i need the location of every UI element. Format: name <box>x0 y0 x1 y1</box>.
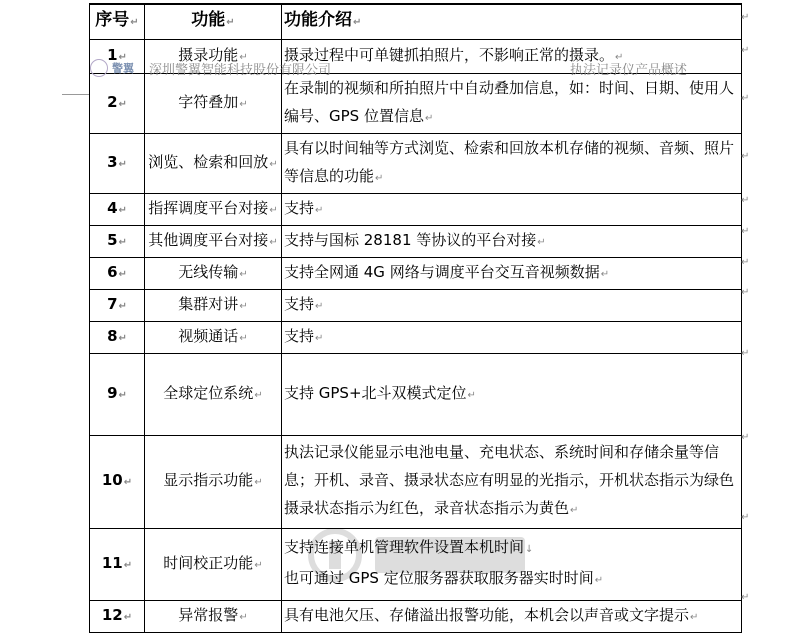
row-no: 11↵ <box>90 528 145 600</box>
table-row <box>90 321 742 353</box>
row-no: 10↵ <box>90 435 145 528</box>
row-end-mark: ↵ <box>741 287 750 298</box>
row-end-mark: ↵ <box>741 592 750 603</box>
table-row <box>90 289 742 321</box>
row-end-mark: ↵ <box>741 348 750 359</box>
row-function: 无线传输↵ <box>145 257 282 289</box>
row-end-mark: ↵ <box>741 45 750 56</box>
row-no: 2↵ <box>90 73 145 133</box>
row-description: 具有以时间轴等方式浏览、检索和回放本机存储的视频、音频、照片等信息的功能↵ <box>282 133 742 193</box>
row-function: 浏览、检索和回放↵ <box>145 133 282 193</box>
row-description: 支持↵ <box>282 289 742 321</box>
row-description: 摄录过程中可单键抓拍照片，不影响正常的摄录。↵ <box>282 39 742 73</box>
row-end-mark: ↵ <box>741 151 750 162</box>
header-function: 功能↵ <box>145 4 282 39</box>
logo-text: 警翼 <box>112 62 134 75</box>
row-end-mark: ↵ <box>741 12 750 23</box>
company-name: 深圳警翼智能科技股份有限公司 <box>149 63 332 78</box>
table-row <box>90 133 742 193</box>
row-end-mark: ↵ <box>741 226 750 237</box>
row-end-mark: ↵ <box>741 512 750 523</box>
row-description: 支持与国标 28181 等协议的平台对接↵ <box>282 225 742 257</box>
row-no: 9↵ <box>90 353 145 435</box>
table-row <box>90 600 742 632</box>
row-end-mark: ↵ <box>741 257 750 268</box>
row-function: 时间校正功能↵ <box>145 528 282 600</box>
row-function: 视频通话↵ <box>145 321 282 353</box>
row-function: 全球定位系统↵ <box>145 353 282 435</box>
row-function: 摄录功能↵ <box>145 39 282 73</box>
row-no: 4↵ <box>90 193 145 225</box>
row-function: 字符叠加↵ <box>145 73 282 133</box>
table-row <box>90 353 742 435</box>
row-description: 支持连接单机管理软件设置本机时间↓ 也可通过 GPS 定位服务器获取服务器实时时间↵ <box>282 528 742 600</box>
row-description: 支持↵ <box>282 193 742 225</box>
table-row <box>90 225 742 257</box>
row-no: 3↵ <box>90 133 145 193</box>
table-row <box>90 528 742 600</box>
document-title: 执法记录仪产品概述 <box>570 63 688 78</box>
table-header-row <box>90 4 742 39</box>
header-no: 序号↵ <box>90 4 145 39</box>
row-no: 7↵ <box>90 289 145 321</box>
row-description: 支持↵ <box>282 321 742 353</box>
row-function: 集群对讲↵ <box>145 289 282 321</box>
table-row <box>90 193 742 225</box>
table-row <box>90 39 742 73</box>
row-function: 异常报警↵ <box>145 600 282 632</box>
row-function: 显示指示功能↵ <box>145 435 282 528</box>
header-rule <box>62 94 90 95</box>
row-function: 其他调度平台对接↵ <box>145 225 282 257</box>
row-no: 1↵ <box>90 39 145 73</box>
table-row <box>90 73 742 133</box>
row-no: 12↵ <box>90 600 145 632</box>
row-description: 执法记录仪能显示电池电量、充电状态、系统时间和存储余量等信息；开机、录音、摄录状态应有明显的光指示，开机状态指示为绿色摄录状态指示为红色，录音状态指示为黄色↵ <box>282 435 742 528</box>
row-description: 具有电池欠压、存储溢出报警功能，本机会以声音或文字提示↵ <box>282 600 742 632</box>
row-no: 6↵ <box>90 257 145 289</box>
row-description: 在录制的视频和所拍照片中自动叠加信息，如：时间、日期、使用人编号、GPS 位置信息↵ <box>282 73 742 133</box>
table-row <box>90 257 742 289</box>
function-table <box>89 3 742 633</box>
row-description: 支持全网通 4G 网络与调度平台交互音视频数据↵ <box>282 257 742 289</box>
row-end-mark: ↵ <box>741 195 750 206</box>
table-row <box>90 435 742 528</box>
row-function: 指挥调度平台对接↵ <box>145 193 282 225</box>
row-end-mark: ↵ <box>741 432 750 443</box>
row-end-mark: ↵ <box>741 93 750 104</box>
header-description: 功能介绍↵ <box>282 4 742 39</box>
row-no: 8↵ <box>90 321 145 353</box>
row-no: 5↵ <box>90 225 145 257</box>
row-description: 支持 GPS+北斗双模式定位↵ <box>282 353 742 435</box>
